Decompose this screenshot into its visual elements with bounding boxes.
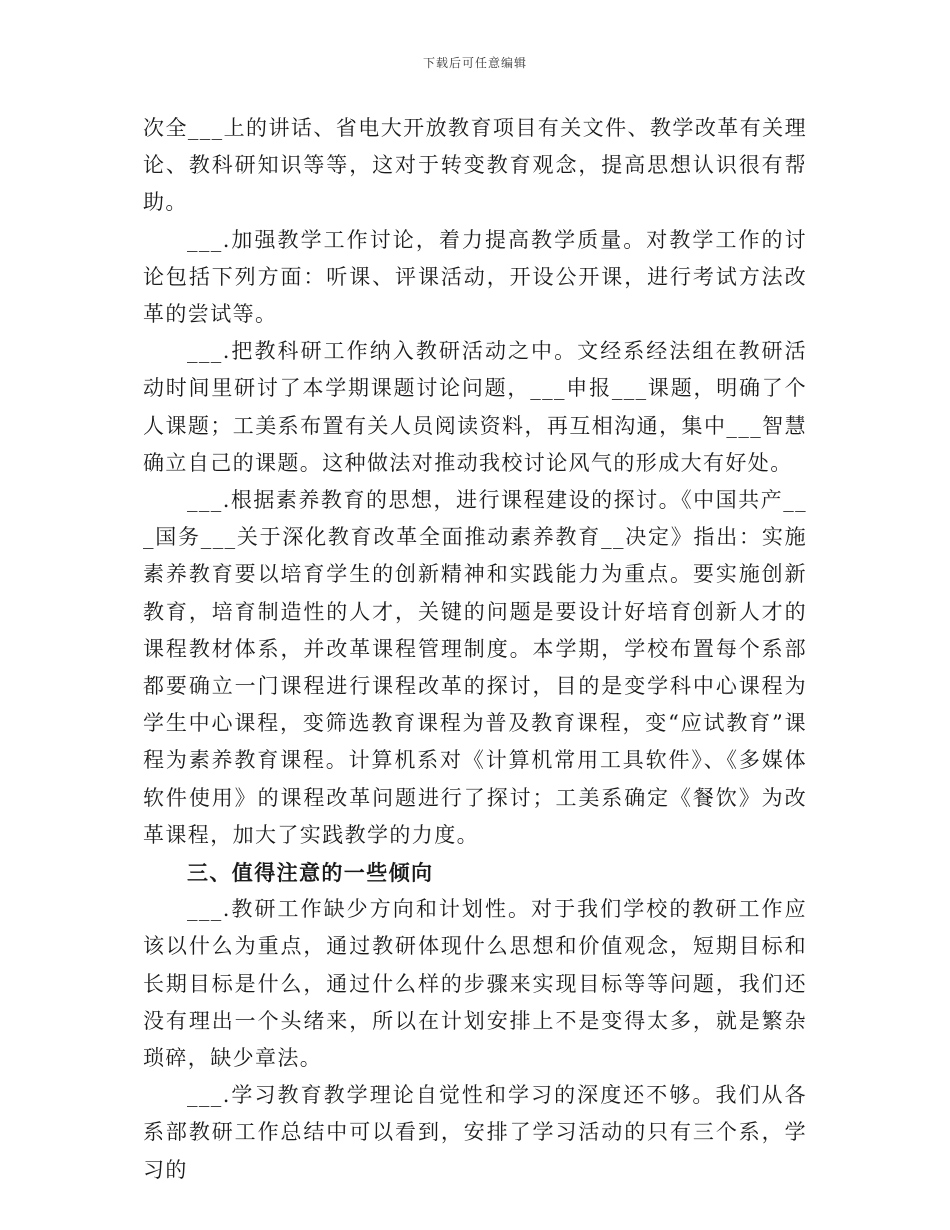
section-heading: 三、值得注意的一些倾向 <box>187 860 434 886</box>
paragraph-curriculum-reform: ___.根据素养教育的思想，进行课程建设的探讨。《中国共产___国务___关于深化教育改革全面推动素养教育__决定》指出：实施素养教育要以培育学生的创新精神和实践能力为重点。要实施创新教育，培育制造性的人才，关键的问题是要设计好培育创新人才的课程教材体系，并改革课程管理制度。本学期，学校布置每个系部都要确立一门课程进行课程改革的探讨，目的是变学科中心课程为学生中心课程，变筛选教育课程为普及教育课程，变“应试教育”课程为素养教育课程。计算机系对《计算机常用工具软件》、《多媒体软件使用》的课程改革问题进行了探讨；工美系确定《餐饮》为改革课程，加大了实践教学的力度。 <box>143 488 807 847</box>
paragraph-lack-of-direction: ___.教研工作缺少方向和计划性。对于我们学校的教研工作应该以什么为重点，通过教研体现什么思想和价值观念，短期目标和长期目标是什么，通过什么样的步骤来实现目标等等问题，我们还没有理出一个头绪来，所以在计划安排上不是变得太多，就是繁杂琐碎，缺少章法。 <box>143 897 807 1071</box>
paragraph-continuation: 次全___上的讲话、省电大开放教育项目有关文件、教学改革有关理论、教科研知识等等，这对于转变教育观念，提高思想认识很有帮助。 <box>143 116 807 215</box>
paragraph-teaching-discussion: ___.加强教学工作讨论，着力提高教学质量。对教学工作的讨论包括下列方面：听课、评课活动，开设公开课，进行考试方法改革的尝试等。 <box>143 227 807 327</box>
paragraph-research-integration: ___.把教科研工作纳入教研活动之中。文经系经法组在教研活动时间里研讨了本学期课题讨论问题，___申报___课题，明确了个人课题；工美系布置有关人员阅读资料，再互相沟通，集中___智慧确立自己的课题。这种做法对推动我校讨论风气的形成大有好处。 <box>143 339 807 475</box>
page-header: 下载后可任意编辑 <box>422 56 527 70</box>
paragraph-learning-depth: ___.学习教育教学理论自觉性和学习的深度还不够。我们从各系部教研工作总结中可以看到，安排了学习活动的只有三个系，学习的 <box>143 1083 807 1182</box>
document-body <box>143 110 807 1189</box>
